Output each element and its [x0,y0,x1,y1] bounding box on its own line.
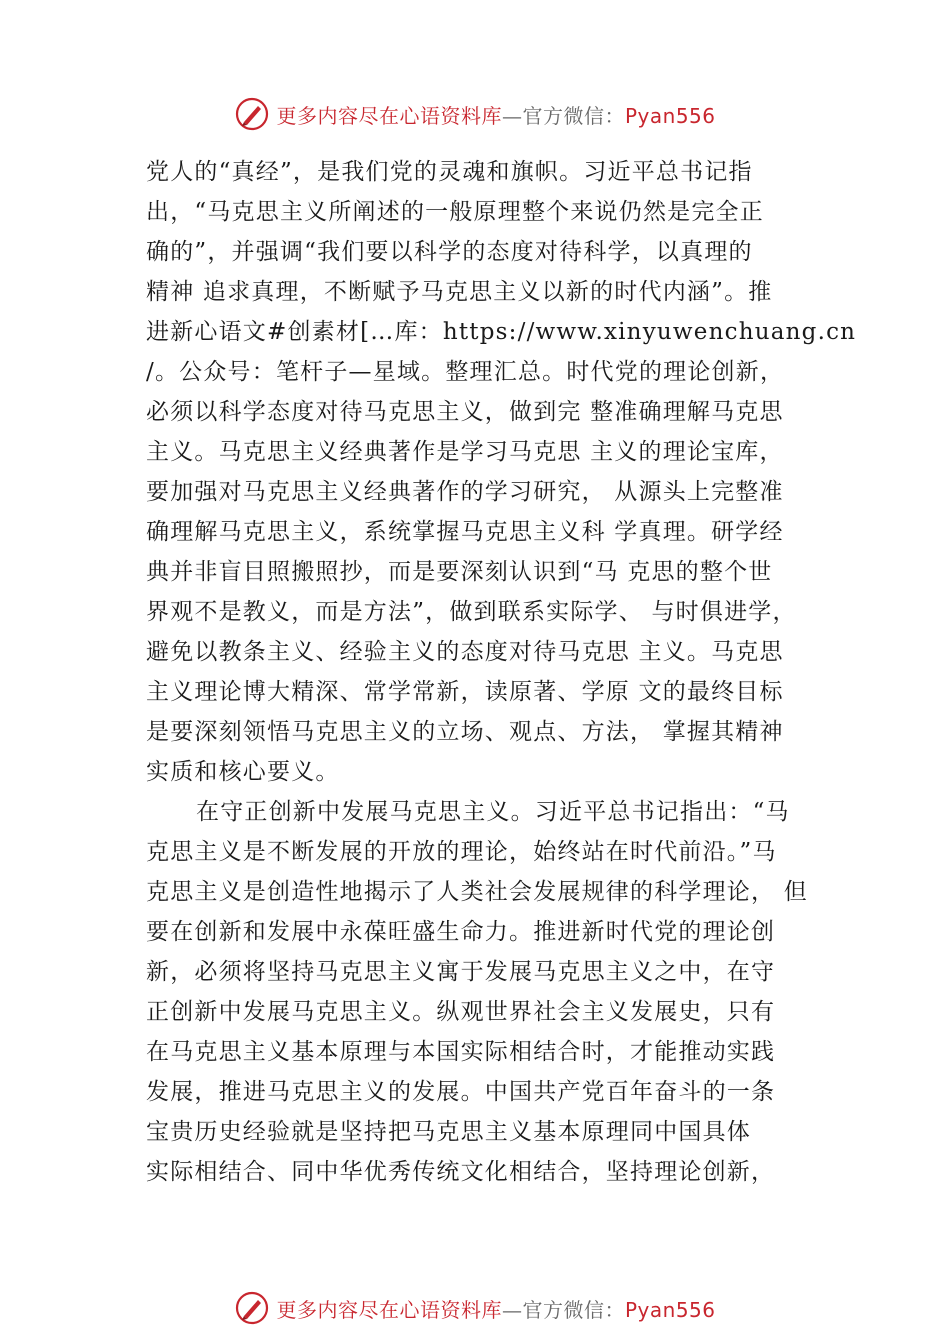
text-line: 确理解马克思主义，系统掌握马克思主义科 学真理。研学经 [146,519,784,545]
text-line: 确的”，并强调“我们要以科学的态度对待科学，以真理的 [146,239,753,265]
banner-wechat-label: 官方微信： [522,103,625,128]
text-line: 党人的“真经”，是我们党的灵魂和旗帜。习近平总书记指 [146,159,753,185]
text-line: 克思主义是创造性地揭示了人类社会发展规律的科学理论， 但 [146,879,808,905]
text-line: 实质和核心要义。 [146,759,340,785]
text-line: 避免以教条主义、经验主义的态度对待马克思 主义。马克思 [146,639,784,665]
text-line: 进新心语文#创素材[…库：https://www.xinyuwenchuang.cn [146,319,857,345]
text-line: 典并非盲目照搬照抄，而是要深刻认识到“马 克思的整个世 [146,559,773,585]
text-line: 是要深刻领悟马克思主义的立场、观点、方法， 掌握其精神 [146,719,784,745]
paragraph-start-line: 在守正创新中发展马克思主义。习近平总书记指出：“马 [196,799,790,825]
text-line: 出，“马克思主义所阐述的一般原理整个来说仍然是完全正 [146,199,764,225]
document-body [146,152,857,1192]
banner-wechat-id: Pyan556 [624,103,716,128]
banner-brand-text: 更多内容尽在心语资料库 [276,1297,502,1322]
text-line: 主义理论博大精深、常学常新，读原著、学原 文的最终目标 [146,679,784,705]
text-line: 实际相结合、同中华优秀传统文化相结合，坚持理论创新， [146,1159,776,1185]
text-line: 克思主义是不断发展的开放的理论，始终站在时代前沿。”马 [146,839,777,865]
text-line: 发展，推进马克思主义的发展。中国共产党百年奋斗的一条 [146,1079,776,1105]
banner-wechat-label: 官方微信： [522,1297,625,1322]
banner-dash: — [501,103,523,128]
text-line: 精神 追求真理，不断赋予马克思主义以新的时代内涵”。推 [146,279,773,305]
text-line: 要加强对马克思主义经典著作的学习研究， 从源头上完整准 [146,479,784,505]
pen-logo-icon [234,96,270,132]
banner-wechat-id: Pyan556 [624,1297,716,1322]
text-line: 要在创新和发展中永葆旺盛生命力。推进新时代党的理论创 [146,919,776,945]
text-line: 必须以科学态度对待马克思主义，做到完 整准确理解马克思 [146,399,784,425]
text-line: 新，必须将坚持马克思主义寓于发展马克思主义之中，在守 [146,959,776,985]
text-line: 正创新中发展马克思主义。纵观世界社会主义发展史，只有 [146,999,776,1025]
text-line: 界观不是教义，而是方法”，做到联系实际学、 与时俱进学， [146,599,797,625]
text-line: 在马克思主义基本原理与本国实际相结合时，才能推动实践 [146,1039,776,1065]
header-banner [0,94,950,134]
banner-dash: — [501,1297,523,1322]
footer-banner [0,1288,950,1328]
text-line: 主义。马克思主义经典著作是学习马克思 主义的理论宝库， [146,439,784,465]
pen-logo-icon [234,1290,270,1326]
banner-brand-text: 更多内容尽在心语资料库 [276,103,502,128]
text-line: /。公众号：笔杆子—星域。整理汇总。时代党的理论创新， [146,359,785,385]
text-line: 宝贵历史经验就是坚持把马克思主义基本原理同中国具体 [146,1119,751,1145]
